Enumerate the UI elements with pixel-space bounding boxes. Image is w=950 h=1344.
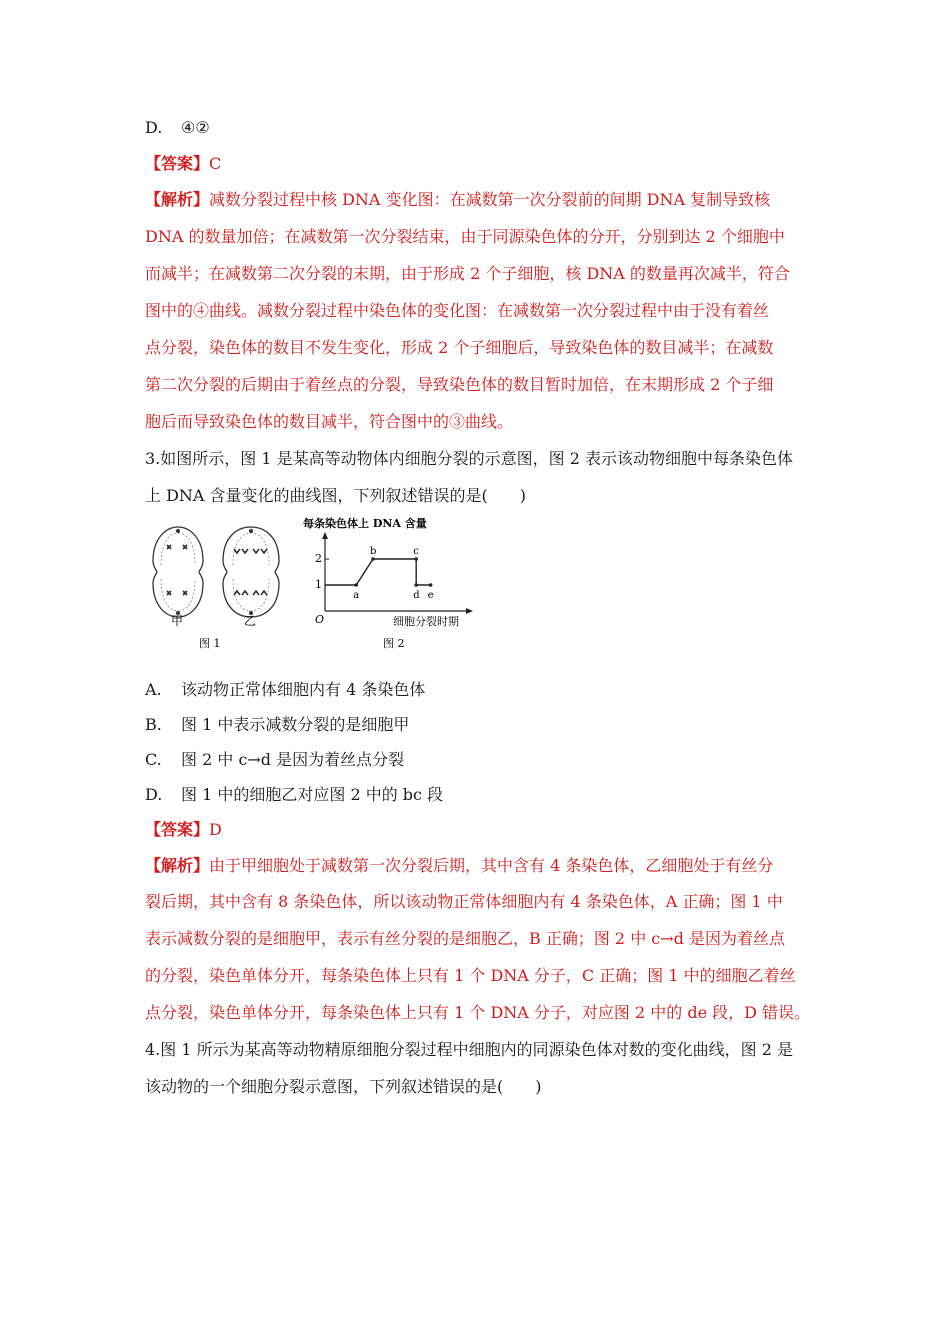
- y-axis-arrow: [322, 532, 328, 539]
- answer-value: D: [209, 820, 222, 839]
- q3-stem-line-2: 上 DNA 含量变化的曲线图，下列叙述错误的是( ): [145, 486, 527, 505]
- x-axis-arrow: [466, 608, 473, 614]
- q2-analysis-line-6: 第二次分裂的后期由于着丝点的分裂，导致染色体的数目暂时加倍，在末期形成 2 个子细: [145, 375, 774, 394]
- fig1-caption: 图 1: [199, 637, 221, 650]
- option-text: 图 2 中 c→d 是因为着丝点分裂: [181, 750, 405, 769]
- q3-analysis-line-3: 表示减数分裂的是细胞甲，表示有丝分裂的是细胞乙，B 正确；图 2 中 c→d 是因为着丝点: [145, 929, 785, 948]
- cell-label-yi: 乙: [244, 614, 257, 628]
- point-label-d: d: [413, 590, 420, 601]
- analysis-text: 减数分裂过程中核 DNA 变化图：在减数第一次分裂前的间期 DNA 复制导致核: [209, 190, 771, 209]
- q3-option-a: [145, 680, 425, 700]
- data-point-b: [371, 557, 375, 561]
- point-label-b: b: [370, 546, 377, 557]
- series-line: [325, 559, 431, 585]
- q4-stem-line-1: 4.图 1 所示为某高等动物精原细胞分裂过程中细胞内的同源染色体对数的变化曲线，图 2 是: [145, 1040, 793, 1059]
- q2-analysis-line-3: 而减半；在减数第二次分裂的末期，由于形成 2 个子细胞，核 DNA 的数量再次减半，符合: [145, 264, 790, 283]
- data-point-a: [354, 583, 358, 587]
- point-label-e: e: [427, 590, 434, 601]
- q2-analysis-line-2: DNA 的数量加倍；在减数第一次分裂结束，由于同源染色体的分开，分别到达 2 个细胞中: [145, 227, 785, 246]
- analysis-tag: 【解析】: [145, 190, 210, 209]
- option-text: 图 1 中表示减数分裂的是细胞甲: [181, 715, 410, 734]
- data-point-e: [429, 583, 433, 587]
- option-text: 该动物正常体细胞内有 4 条染色体: [181, 680, 426, 699]
- q3-figure: [145, 515, 485, 655]
- q3-option-d: [145, 785, 443, 805]
- q2-analysis-line-4: 图中的④曲线。减数分裂过程中染色体的变化图：在减数第一次分裂过程中由于没有着丝: [145, 301, 770, 320]
- q4-stem-line-2: 该动物的一个细胞分裂示意图，下列叙述错误的是( ): [145, 1077, 542, 1096]
- analysis-text: 由于甲细胞处于减数第一次分裂后期，其中含有 4 条染色体，乙细胞处于有丝分: [209, 856, 774, 875]
- q3-stem-line-1: 3.如图所示，图 1 是某高等动物体内细胞分裂的示意图，图 2 表示该动物细胞中每条染色体: [145, 449, 793, 468]
- answer-tag: 【答案】: [145, 154, 210, 173]
- option-text: ④②: [181, 118, 210, 137]
- data-point-d: [414, 583, 418, 587]
- q3-analysis-line-2: 裂后期，其中含有 8 条染色体，所以该动物正常体细胞内有 4 条染色体，A 正确；图 1 中: [145, 892, 783, 911]
- q2-analysis-line-5: 点分裂，染色体的数目不发生变化，形成 2 个子细胞后，导致染色体的数目减半；在减数: [145, 338, 774, 357]
- option-letter: B.: [145, 715, 162, 734]
- fig2-title: 每条染色体上 DNA 含量: [303, 517, 427, 530]
- cell-yi: [223, 527, 279, 617]
- q2-analysis-line-7: 胞后而导致染色体的数目减半，符合图中的③曲线。: [145, 412, 514, 431]
- y-tick-2: 2: [315, 552, 322, 565]
- option-letter: D.: [145, 118, 163, 137]
- q3-analysis-line-5: 点分裂，染色单体分开，每条染色体上只有 1 个 DNA 分子，对应图 2 中的 de 段，D 错误。: [145, 1003, 811, 1022]
- q2-answer: [145, 154, 221, 174]
- chart-marks: [325, 546, 434, 601]
- analysis-tag: 【解析】: [145, 856, 210, 875]
- point-label-a: a: [353, 590, 360, 601]
- figure-svg: [145, 515, 485, 655]
- answer-tag: 【答案】: [145, 820, 210, 839]
- option-letter: A.: [145, 680, 162, 699]
- option-text: 图 1 中的细胞乙对应图 2 中的 bc 段: [181, 785, 444, 804]
- data-point-c: [414, 557, 418, 561]
- q3-analysis-line-1: [145, 856, 773, 876]
- cell-label-jia: 甲: [171, 614, 184, 628]
- fig2-caption: 图 2: [383, 637, 405, 650]
- q3-option-b: [145, 715, 409, 735]
- y-tick-1: 1: [315, 578, 322, 591]
- q3-answer: [145, 820, 222, 840]
- option-letter: D.: [145, 785, 163, 804]
- q2-option-d: [145, 118, 210, 138]
- option-letter: C.: [145, 750, 162, 769]
- q3-analysis-line-4: 的分裂，染色单体分开，每条染色体上只有 1 个 DNA 分子，C 正确；图 1 中的细胞乙着丝: [145, 966, 796, 985]
- cell-jia: [153, 527, 203, 617]
- point-label-c: c: [413, 546, 419, 557]
- q2-analysis-line-1: [145, 190, 770, 210]
- origin-label: O: [315, 613, 325, 626]
- x-axis-label: 细胞分裂时期: [393, 615, 459, 628]
- q3-option-c: [145, 750, 404, 770]
- answer-value: C: [209, 154, 222, 173]
